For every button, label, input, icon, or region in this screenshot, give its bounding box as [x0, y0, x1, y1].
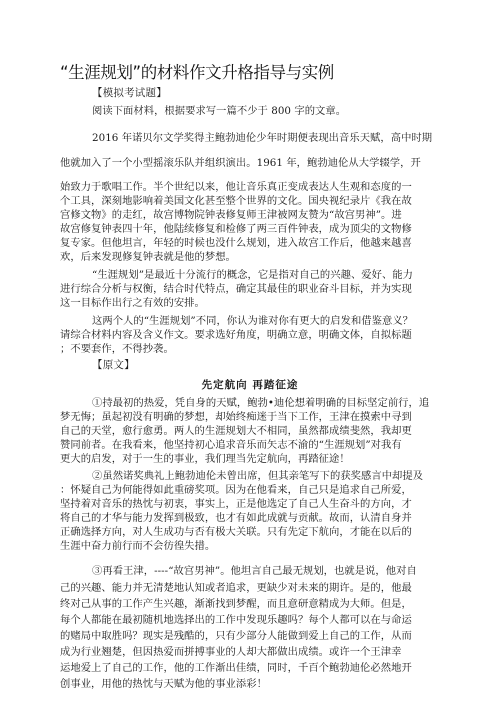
original-tag: 【原文】 [92, 359, 135, 371]
material-line: “生涯规划”是最近十分流行的概念，它是指对自己的兴趣、爱好、能力 [92, 269, 414, 281]
essay-line: 自己的天堂，愈行愈勇。两人的生涯规划大不相同，虽然都成绩斐然，我却更 [60, 425, 412, 437]
material-line: 进行综合分析与权衡，结合时代特点，确定其最佳的职业奋斗目标，并为实现 [60, 283, 412, 295]
essay-line: ：怀疑自己为何能得如此重磅奖项。因为在他看来，自己只是追求自己所爱， [60, 484, 412, 496]
essay-line: 成为行业翘楚，但因热爱而拼搏事业的人却大都做出成绩。或许一个王津幸 [60, 646, 402, 658]
essay-line: 梦无悔；虽起初没有明确的梦想，却始终痴迷于当下工作，王津在摸索中寻到 [60, 411, 412, 423]
instruction-line: 阅读下面材料，根据要求写一篇不少于 800 字的文章。 [92, 105, 347, 117]
document-title: “生涯规划”的材料作文升格指导与实例 [60, 63, 334, 82]
material-line: 复专家。但他坦言，年轻的时候也没什么规划，进入故宫工作后，他越来越喜 [60, 237, 412, 249]
material-line: 欢，后来发现修复钟表就是他的梦想。 [60, 251, 236, 263]
essay-line: 生涯中奋力前行而不会彷徨失措。 [60, 540, 216, 552]
essay-line: ②虽然诺奖典礼上鲍勃迪伦未曾出席，但其亲笔写下的获奖感言中却提及 [92, 470, 424, 482]
essay-line: 运地爱上了自己的工作，他的工作渐出佳绩，同时，千百个鲍勃迪伦必然地开 [60, 662, 412, 674]
essay-line: 更大的启发，对于一生的事业，我们理当先定航向，再踏征途！ [60, 453, 350, 465]
essay-line: 坚持着对音乐的热忱与初衷，事实上，正是他选定了自己人生奋斗的方向，才 [60, 498, 412, 510]
prompt-line: ；不要套作，不得抄袭。 [60, 343, 174, 355]
essay-line: 终对己从事的工作产生兴趣，渐渐找到梦醒，而且意研意精成为大师。但是， [60, 598, 412, 610]
essay-line: 将自己的才华与能力发挥到极致，也才有如此成就与贡献。故而，认清自身并 [60, 512, 412, 524]
material-line: 始致力于歌唱工作。半个世纪以来，他让音乐真正变成表达人生观和态度的一 [60, 181, 412, 193]
essay-line: 创事业，用他的热忱与天赋为他的事业添彩！ [60, 678, 267, 690]
exam-tag: 【模拟考试题】 [92, 87, 167, 99]
material-line: 宫修文物》的走红，故宫博物院钟表修复师王津被网友赞为“故宫男神”。进 [60, 209, 402, 221]
material-line: 他就加入了一个小型摇滚乐队并组织演出。1961 年，鲍勃迪伦从大学辍学，开 [60, 157, 421, 169]
essay-line: 的赌局中取胜吗？现实是残酷的，只有少部分人能做到爱上自己的工作，从而 [60, 630, 412, 642]
essay-line: 己的兴趣、能力并无清楚地认知或者追求，更缺少对未来的期许。是的，他最 [60, 582, 412, 594]
material-line: 故宫修复钟表四十年，他陆续修复和检修了两三百件钟表，成为顶尖的文物修 [60, 223, 412, 235]
material-line: 个工具，深刻地影响着美国文化甚至整个世界的文化。国央视纪录片《我在故 [60, 195, 412, 207]
prompt-line: 这两个人的“生涯规划”不同，你认为谁对你有更大的启发和借鉴意义？ [92, 315, 414, 327]
material-line: 2016 年诺贝尔文学奖得主鲍勃迪伦少年时期便表现出音乐天赋，高中时期 [92, 132, 433, 144]
prompt-line: 请综合材料内容及含义作文。要求选好角度，明确立意，明确文体，自拟标题 [60, 329, 412, 341]
essay-line: ③再看王津，----“故宫男神”。他坦言自己最无规划，也就是说，他对自 [92, 565, 417, 577]
essay-line: ①持最初的热爱，凭自身的天赋，鲍勃•迪伦想着明确的目标坚定前行，追 [92, 397, 430, 409]
essay-line: 正确选择方向，对人生成功与否有极大关联。只有先定下航向，才能在以后的 [60, 526, 412, 538]
essay-line: 每个人都能在最初随机地选择出的工作中发现乐趣吗？每个人都可以在与命运 [60, 614, 412, 626]
essay-title: 先定航向 再踏征途 [201, 379, 299, 391]
material-line: 这一目标作出行之有效的安排。 [60, 297, 205, 309]
essay-line: 赞同前者。在我看来，他坚持初心追求音乐而矢志不渝的“生涯规划”对我有 [60, 439, 402, 451]
